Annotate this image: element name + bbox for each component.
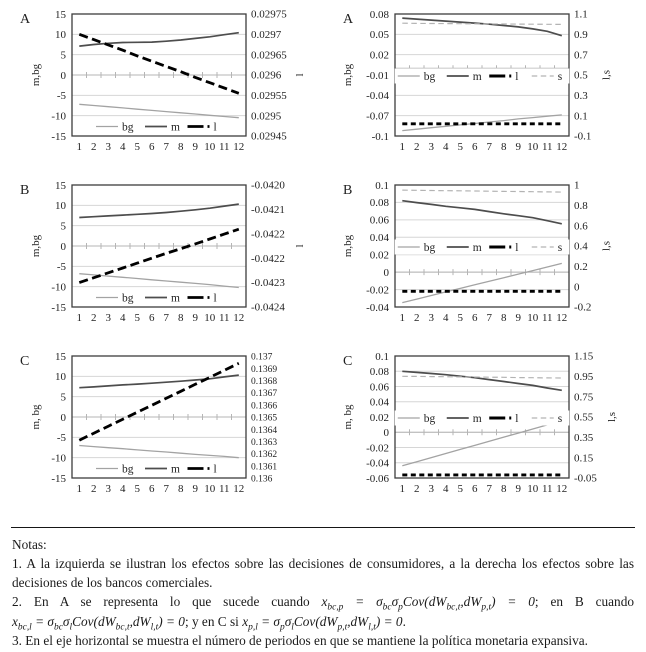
right-axis-tick-label: 0.15 xyxy=(574,452,594,465)
x-axis-tick-label: 3 xyxy=(428,483,434,495)
chart-svg-5 xyxy=(323,344,646,504)
left-axis-tick-label: 0.04 xyxy=(369,396,389,409)
right-axis-tick-label: 0.3 xyxy=(574,89,588,102)
x-axis-tick-label: 9 xyxy=(515,483,521,495)
x-axis-tick-label: 2 xyxy=(414,483,420,495)
right-axis-title: l xyxy=(293,244,306,248)
x-axis-tick-label: 2 xyxy=(414,141,420,153)
left-axis-title: m, bg xyxy=(30,404,43,430)
x-axis-tick-label: 2 xyxy=(414,312,420,324)
left-axis-tick-label: 0 xyxy=(383,266,389,279)
left-axis-tick-label: -0.06 xyxy=(366,472,389,485)
x-axis-tick-label: 11 xyxy=(218,483,230,495)
right-axis-tick-label: 0.02965 xyxy=(251,49,287,62)
left-axis-tick-label: 15 xyxy=(55,179,66,192)
left-axis-tick-label: -0.01 xyxy=(366,69,389,82)
right-axis-tick-label: 0.0296 xyxy=(251,69,282,82)
left-axis-tick-label: -10 xyxy=(51,110,66,123)
legend-label-bg: bg xyxy=(423,70,436,83)
right-axis-tick-label: 0.1364 xyxy=(251,425,278,436)
legend-label-m: m xyxy=(472,241,482,254)
right-axis-tick-label: 1 xyxy=(574,179,580,192)
x-axis-tick-label: 1 xyxy=(399,312,405,324)
right-axis-tick-label: 0 xyxy=(574,281,580,294)
left-axis-tick-label: 5 xyxy=(60,220,66,233)
left-axis-tick-label: -0.07 xyxy=(366,110,389,123)
left-axis-tick-label: 5 xyxy=(60,391,66,404)
x-axis-tick-label: 4 xyxy=(443,483,449,495)
legend-label-l: l xyxy=(515,70,519,83)
right-axis-tick-label: 1.1 xyxy=(574,8,588,21)
left-axis-tick-label: -0.02 xyxy=(366,442,389,455)
series-line-m xyxy=(79,204,239,217)
x-axis-tick-label: 2 xyxy=(91,141,97,153)
note-item-3: 3. En el eje horizontal se muestra el número de periodos en que se mantiene la política monetaria expansiva. xyxy=(12,632,588,648)
right-axis-tick-label: 0.2 xyxy=(574,260,588,273)
legend-label-s: s xyxy=(557,70,563,83)
x-axis-tick-label: 4 xyxy=(443,141,449,153)
x-axis-tick-label: 9 xyxy=(515,312,521,324)
x-axis-tick-label: 9 xyxy=(515,141,521,153)
left-axis-title: m,bg xyxy=(342,234,354,258)
left-axis-tick-label: 0.08 xyxy=(369,8,389,21)
x-axis-tick-label: 1 xyxy=(76,312,82,324)
x-axis-tick-label: 6 xyxy=(472,483,478,495)
left-axis-title: m,bg xyxy=(30,234,43,258)
x-axis-tick-label: 4 xyxy=(120,141,126,153)
left-axis-tick-label: 0 xyxy=(60,240,66,253)
x-axis-tick-label: 12 xyxy=(233,141,245,153)
left-axis-title: m, bg xyxy=(342,404,354,430)
x-axis-tick-label: 12 xyxy=(556,483,568,495)
x-axis-tick-label: 4 xyxy=(120,483,126,495)
math-formula: $x_{bc,p} = \sigma_{bc}\sigma_pCov(dW_{bc,t},dW_{p,t}) = 0$ xyxy=(321,594,535,614)
left-axis-title: m,bg xyxy=(30,63,43,87)
chart-panel-c-left xyxy=(0,344,323,515)
x-axis-tick-label: 5 xyxy=(134,141,140,153)
math-formula: $x_{p,l} = \sigma_p\sigma_lCov(dW_{p,t},dW_{l,t}) = 0$ xyxy=(242,613,403,633)
x-axis-tick-label: 7 xyxy=(163,483,169,495)
x-axis-tick-label: 10 xyxy=(527,483,539,495)
x-axis-tick-label: 1 xyxy=(76,483,82,495)
series-line-l xyxy=(79,363,239,440)
right-axis-title: l,s xyxy=(600,69,613,81)
right-axis-tick-label: -0.05 xyxy=(574,472,597,485)
x-axis-tick-label: 9 xyxy=(192,312,198,324)
x-axis-tick-label: 3 xyxy=(105,312,111,324)
x-axis-tick-label: 8 xyxy=(501,141,507,153)
right-axis-tick-label: 0.35 xyxy=(574,431,594,444)
right-axis-title: l xyxy=(293,73,306,77)
chart-panel-c-right xyxy=(323,344,646,515)
legend-label-bg: bg xyxy=(122,463,134,476)
right-axis-tick-label: -0.1 xyxy=(574,130,592,143)
right-axis-tick-label: 0.4 xyxy=(574,240,588,253)
chart-svg-3 xyxy=(323,173,646,333)
legend-label-l: l xyxy=(515,241,519,254)
x-axis-tick-label: 2 xyxy=(91,312,97,324)
left-axis-tick-label: 10 xyxy=(55,200,66,213)
x-axis-tick-label: 6 xyxy=(149,312,155,324)
x-axis-tick-label: 11 xyxy=(218,312,230,324)
notes-list xyxy=(12,554,634,650)
x-axis-tick-label: 7 xyxy=(486,483,492,495)
right-axis-tick-label: -0.0424 xyxy=(251,301,285,314)
left-axis-tick-label: 0 xyxy=(383,427,389,440)
x-axis-tick-label: 10 xyxy=(204,141,216,153)
left-axis-tick-label: 0 xyxy=(60,411,66,424)
left-axis-tick-label: -5 xyxy=(56,432,66,445)
chart-svg-2 xyxy=(0,173,323,333)
left-axis-tick-label: 10 xyxy=(55,371,66,384)
left-axis-tick-label: 0.04 xyxy=(369,232,389,245)
x-axis-tick-label: 8 xyxy=(178,141,184,153)
right-axis-tick-label: 0.02945 xyxy=(251,130,287,143)
x-axis-tick-label: 11 xyxy=(541,312,553,324)
left-axis-tick-label: 0.08 xyxy=(369,197,389,210)
left-axis-tick-label: -15 xyxy=(51,130,66,143)
panel-letter: A xyxy=(20,12,31,27)
x-axis-tick-label: 3 xyxy=(105,141,111,153)
x-axis-tick-label: 12 xyxy=(556,141,568,153)
notes-heading: Notas: xyxy=(12,537,47,552)
notes-divider-rule xyxy=(11,527,635,528)
x-axis-tick-label: 11 xyxy=(218,141,230,153)
legend-label-l: l xyxy=(213,463,217,476)
left-axis-tick-label: 0.1 xyxy=(375,350,389,363)
left-axis-tick-label: 0 xyxy=(60,69,66,82)
left-axis-tick-label: -5 xyxy=(56,261,66,274)
right-axis-tick-label: 0.5 xyxy=(574,69,588,82)
left-axis-tick-label: 0.08 xyxy=(369,366,389,379)
x-axis-tick-label: 1 xyxy=(399,483,405,495)
x-axis-tick-label: 5 xyxy=(134,312,140,324)
x-axis-tick-label: 3 xyxy=(428,312,434,324)
x-axis-tick-label: 6 xyxy=(472,312,478,324)
chart-panel-a-right xyxy=(323,2,646,173)
x-axis-tick-label: 7 xyxy=(163,141,169,153)
right-axis-title: l,s xyxy=(606,411,618,423)
x-axis-tick-label: 4 xyxy=(443,312,449,324)
right-axis-tick-label: 1.15 xyxy=(574,350,594,363)
left-axis-tick-label: -15 xyxy=(51,472,66,485)
series-line-bg xyxy=(79,446,239,458)
series-line-l xyxy=(79,229,239,282)
chart-svg-1 xyxy=(323,2,646,162)
legend-label-bg: bg xyxy=(423,412,436,425)
panel-letter: B xyxy=(343,183,353,198)
right-axis-tick-label: 0.1363 xyxy=(251,438,278,448)
left-axis-tick-label: -0.04 xyxy=(366,301,389,314)
chart-svg-0 xyxy=(0,2,323,162)
legend-label-l: l xyxy=(515,412,519,425)
x-axis-tick-label: 7 xyxy=(163,312,169,324)
right-axis-tick-label: 0.1365 xyxy=(251,413,278,424)
right-axis-tick-label: -0.0421 xyxy=(251,204,285,216)
left-axis-title: m,bg xyxy=(342,63,354,87)
left-axis-tick-label: 0.02 xyxy=(369,249,389,262)
series-line-bg xyxy=(79,274,239,288)
right-axis-tick-label: 0.1369 xyxy=(251,364,278,375)
legend-label-s: s xyxy=(557,241,563,254)
x-axis-tick-label: 6 xyxy=(472,141,478,153)
x-axis-tick-label: 2 xyxy=(91,483,97,495)
legend-label-m: m xyxy=(171,292,180,305)
right-axis-tick-label: -0.0422 xyxy=(251,252,285,265)
panel-letter: A xyxy=(343,12,354,27)
right-axis-tick-label: 0.1 xyxy=(574,110,588,123)
left-axis-tick-label: -0.04 xyxy=(366,90,389,103)
legend-label-bg: bg xyxy=(122,121,134,134)
right-axis-tick-label: 0.136 xyxy=(251,474,273,485)
x-axis-tick-label: 5 xyxy=(134,483,140,495)
right-axis-tick-label: -0.2 xyxy=(574,301,592,314)
notes-section xyxy=(0,535,646,650)
x-axis-tick-label: 7 xyxy=(486,312,492,324)
series-line-m xyxy=(402,18,562,36)
right-axis-tick-label: -0.0420 xyxy=(251,179,285,192)
series-line-m xyxy=(402,371,562,390)
x-axis-tick-label: 9 xyxy=(192,483,198,495)
x-axis-tick-label: 5 xyxy=(457,312,463,324)
legend-label-m: m xyxy=(472,412,482,425)
series-line-bg xyxy=(402,421,562,466)
x-axis-tick-label: 10 xyxy=(204,483,216,495)
note-item-2: 2. En A se representa lo que sucede cuando $x_{bc,p} = \sigma_{bc}\sigma_pCov(dW_{bc,t},dW_{p,t}) = 0$; en B cuando $x_{bc,l} = \sigma_{bc}\sigma_lCov(dW_{bc,t},dW_{l,t}) = 0$; y en C si $x_{p,l} = \sigma_p\sigma_lCov(dW_{p,t},dW_{l,t}) = 0$. xyxy=(12,594,634,633)
legend-label-m: m xyxy=(171,463,180,476)
x-axis-tick-label: 10 xyxy=(527,312,539,324)
x-axis-tick-label: 4 xyxy=(120,312,126,324)
right-axis-tick-label: 0.55 xyxy=(574,411,594,424)
left-axis-tick-label: 0.06 xyxy=(369,214,389,227)
legend-label-l: l xyxy=(213,292,217,305)
right-axis-tick-label: 0.0297 xyxy=(251,28,282,41)
right-axis-tick-label: 0.1367 xyxy=(251,389,278,400)
x-axis-tick-label: 8 xyxy=(178,483,184,495)
note-item-1: 1. A la izquierda se ilustran los efectos sobre las decisiones de consumidores, a la derecha los efectos sobre las decisiones de los bancos comerciales. xyxy=(12,556,634,591)
series-line-s xyxy=(402,190,562,192)
x-axis-tick-label: 11 xyxy=(541,483,553,495)
series-line-m xyxy=(79,375,239,388)
series-line-s xyxy=(402,376,562,378)
right-axis-tick-label: 0.02975 xyxy=(251,8,287,21)
x-axis-tick-label: 12 xyxy=(233,312,245,324)
left-axis-tick-label: 0.02 xyxy=(369,49,389,62)
x-axis-tick-label: 9 xyxy=(192,141,198,153)
panel-letter: C xyxy=(343,354,353,369)
x-axis-tick-label: 8 xyxy=(501,483,507,495)
legend-label-bg: bg xyxy=(122,292,134,305)
right-axis-tick-label: 0.1366 xyxy=(251,401,278,412)
x-axis-tick-label: 1 xyxy=(76,141,82,153)
left-axis-tick-label: -15 xyxy=(51,301,66,314)
left-axis-tick-label: 0.05 xyxy=(369,29,389,42)
left-axis-tick-label: 10 xyxy=(55,29,66,42)
right-axis-tick-label: 0.1362 xyxy=(251,450,278,461)
left-axis-tick-label: 15 xyxy=(55,8,66,21)
panel-letter: B xyxy=(20,183,30,198)
x-axis-tick-label: 3 xyxy=(428,141,434,153)
x-axis-tick-label: 6 xyxy=(149,141,155,153)
left-axis-tick-label: -0.1 xyxy=(371,130,389,143)
legend-label-s: s xyxy=(557,412,563,425)
x-axis-tick-label: 10 xyxy=(204,312,216,324)
left-axis-tick-label: -0.02 xyxy=(366,284,389,297)
x-axis-tick-label: 12 xyxy=(233,483,245,495)
left-axis-tick-label: -5 xyxy=(56,90,66,103)
left-axis-tick-label: 0.02 xyxy=(369,411,389,424)
right-axis-tick-label: -0.0422 xyxy=(251,228,285,241)
x-axis-tick-label: 12 xyxy=(556,312,568,324)
x-axis-tick-label: 11 xyxy=(541,141,553,153)
right-axis-tick-label: 0.1361 xyxy=(251,462,278,473)
x-axis-tick-label: 8 xyxy=(501,312,507,324)
left-axis-tick-label: -0.04 xyxy=(366,457,389,470)
left-axis-tick-label: 0.06 xyxy=(369,381,389,394)
right-axis-title: l,s xyxy=(600,240,613,252)
right-axis-tick-label: 0.8 xyxy=(574,199,588,212)
x-axis-tick-label: 7 xyxy=(486,141,492,153)
math-formula: $x_{bc,l} = \sigma_{bc}\sigma_lCov(dW_{bc,t},dW_{l,t}) = 0$ xyxy=(12,613,185,633)
right-axis-tick-label: -0.0423 xyxy=(251,277,285,290)
right-axis-tick-label: 0.95 xyxy=(574,370,594,383)
chart-panel-b-right xyxy=(323,173,646,344)
x-axis-tick-label: 6 xyxy=(149,483,155,495)
right-axis-tick-label: 0.02955 xyxy=(251,89,287,102)
legend-label-m: m xyxy=(171,121,180,134)
right-axis-tick-label: 0.6 xyxy=(574,220,588,233)
left-axis-tick-label: 0.1 xyxy=(375,179,389,192)
x-axis-tick-label: 10 xyxy=(527,141,539,153)
right-axis-tick-label: 0.0295 xyxy=(251,110,282,123)
chart-svg-4 xyxy=(0,344,323,504)
left-axis-tick-label: 15 xyxy=(55,350,66,363)
legend-label-l: l xyxy=(213,121,217,134)
x-axis-tick-label: 8 xyxy=(178,312,184,324)
legend-label-m: m xyxy=(472,70,482,83)
panel-letter: C xyxy=(20,354,30,369)
right-axis-tick-label: 0.1368 xyxy=(251,377,278,387)
x-axis-tick-label: 5 xyxy=(457,483,463,495)
right-axis-tick-label: 0.75 xyxy=(574,391,594,404)
left-axis-tick-label: 5 xyxy=(60,49,66,62)
right-axis-tick-label: 0.9 xyxy=(574,28,588,41)
chart-panel-b-left xyxy=(0,173,323,344)
x-axis-tick-label: 5 xyxy=(457,141,463,153)
right-axis-tick-label: 0.7 xyxy=(574,49,588,62)
x-axis-tick-label: 1 xyxy=(399,141,405,153)
chart-panel-a-left xyxy=(0,2,323,173)
left-axis-tick-label: -10 xyxy=(51,452,66,465)
right-axis-tick-label: 0.137 xyxy=(251,352,273,363)
legend-label-bg: bg xyxy=(423,241,436,254)
left-axis-tick-label: -10 xyxy=(51,281,66,294)
x-axis-tick-label: 3 xyxy=(105,483,111,495)
